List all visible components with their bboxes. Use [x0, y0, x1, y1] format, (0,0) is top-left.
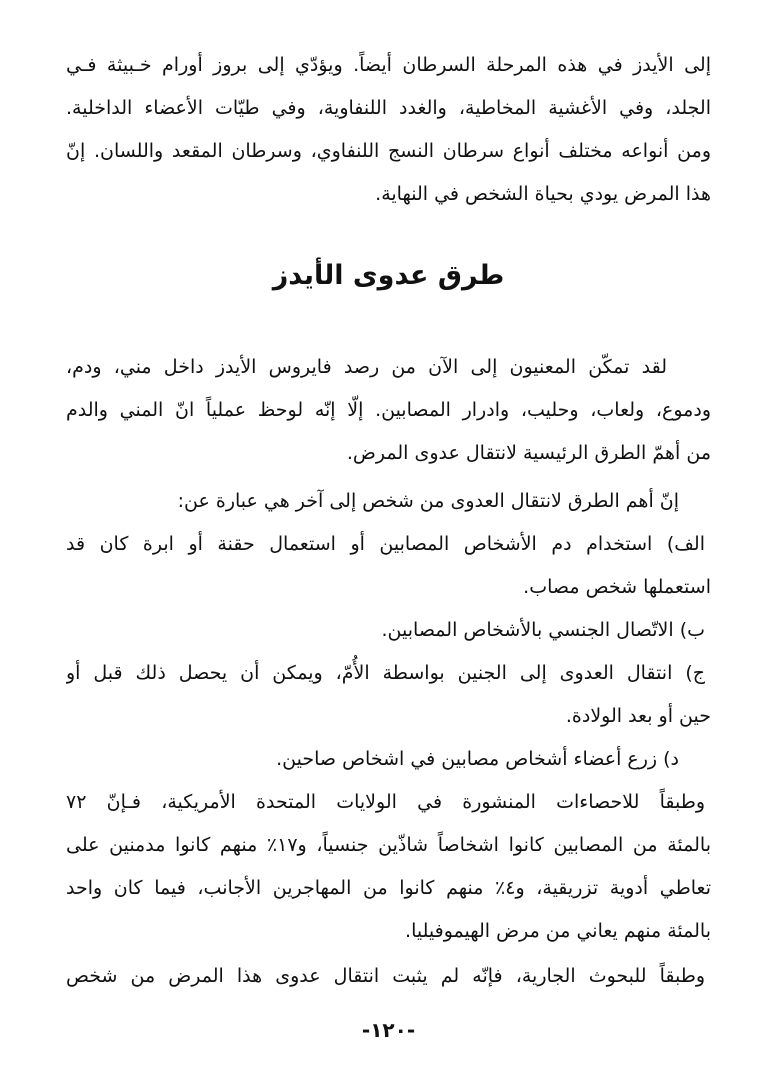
- list-item-a-line-1: الف) استخدام دم الأشخاص المصابين أو استعمال حقنة أو ابرة كان قد: [66, 533, 705, 555]
- paragraph-3-line-4: بالمئة منهم يعاني من مرض الهيموفيليا.: [405, 920, 711, 942]
- paragraph-3-line-2: بالمئة من المصابين كانوا اشخاصاً شاذّين جنسياً، و١٧٪ منهم كانوا مدمنين على: [66, 834, 711, 856]
- paragraph-2-line-2: ودموع، ولعاب، وحليب، وادرار المصابين. إلّا إنّه لوحظ عملياً انّ المني والدم: [66, 399, 711, 421]
- paragraph-3-line-1: وطبقاً للاحصاءات المنشورة في الولايات المتحدة الأمريكية، فـإنّ ٧٢: [66, 791, 705, 813]
- paragraph-4-line-1: وطبقاً للبحوث الجارية، فإنّه لم يثبت انتقال عدوى هذا المرض من شخص: [66, 965, 705, 987]
- page-number: -١٢٠-: [361, 1018, 416, 1042]
- paragraph-2-line-1: لقد تمكّن المعنيون إلى الآن من رصد فايروس الأيدز داخل مني، ودم،: [66, 356, 667, 378]
- paragraph-1-line-1: إلى الأيدز في هذه المرحلة السرطان أيضاً. ويؤدّي إلى بروز أورام خـبيثة فـي: [66, 54, 711, 76]
- list-intro: إنّ أهم الطرق لانتقال العدوى من شخص إلى آخر هي عبارة عن:: [177, 490, 679, 512]
- paragraph-3-line-3: تعاطي أدوية تزريقية، و٤٪ منهم كانوا من المهاجرين الأجانب، فيما كان واحد: [66, 877, 711, 899]
- paragraph-1-line-4: هذا المرض يودي بحياة الشخص في النهاية.: [375, 183, 711, 205]
- paragraph-1-line-3: ومن أنواعه مختلف أنواع سرطان النسج اللنفاوي، وسرطان المقعد واللسان. إنّ: [66, 140, 711, 162]
- paragraph-1-line-2: الجلد، وفي الأغشية المخاطية، والغدد اللنفاوية، وفي طيّات الأعضاء الداخلية.: [66, 97, 711, 119]
- list-item-c-line-1: ج) انتقال العدوى إلى الجنين بواسطة الأُمّ، ويمكن أن يحصل ذلك قبل أو: [66, 662, 705, 684]
- list-item-a-line-2: استعملها شخص مصاب.: [523, 576, 711, 598]
- list-item-b: ب) الاتّصال الجنسي بالأشخاص المصابين.: [381, 619, 705, 641]
- list-item-d: د) زرع أعضاء أشخاص مصابين في اشخاص صاحين.: [276, 748, 679, 770]
- section-title: طرق عدوى الأيدز: [272, 260, 505, 291]
- paragraph-2-line-3: من أهمّ الطرق الرئيسية لانتقال عدوى المرض.: [346, 442, 711, 464]
- list-item-c-line-2: حين أو بعد الولادة.: [565, 705, 711, 727]
